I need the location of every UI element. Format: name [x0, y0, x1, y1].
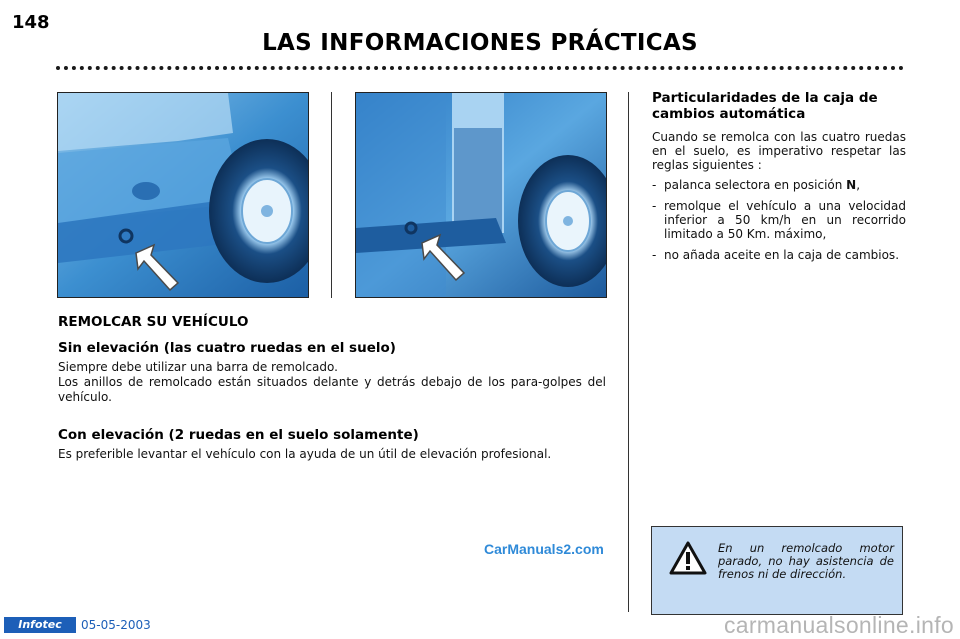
- right-section-title: Particularidades de la caja de cambios automática: [652, 90, 878, 122]
- automatic-gearbox-section: [652, 90, 906, 269]
- subsection-title-no-lift: Sin elevación (las cuatro ruedas en el suelo): [58, 340, 396, 356]
- front-towing-photo: [57, 92, 309, 298]
- dotted-divider: [56, 66, 904, 70]
- column-divider-right: [628, 92, 629, 612]
- column-divider: [331, 92, 332, 298]
- list-item: - palanca selectora en posición N,: [652, 178, 861, 192]
- rear-towing-photo: [355, 92, 607, 298]
- list-item: - remolque el vehículo a una velocidad inferior a 50 km/h en un recorrido limitado a 50 Km. máximo,: [652, 199, 906, 241]
- list-item: - no añada aceite en la caja de cambios.: [652, 248, 900, 262]
- towing-section: [58, 314, 606, 462]
- section-title: REMOLCAR SU VEHÍCULO: [58, 314, 249, 330]
- warning-box: [651, 526, 903, 615]
- infotec-logo: Infotec: [4, 617, 76, 633]
- paragraph: Siempre debe utilizar una barra de remolcado.: [58, 360, 338, 374]
- subsection-title-with-lift: Con elevación (2 ruedas en el suelo solamente): [58, 427, 419, 443]
- paragraph: Es preferible levantar el vehículo con la ayuda de un útil de elevación profesional.: [58, 447, 552, 461]
- paragraph: Los anillos de remolcado están situados delante y detrás debajo de los para-golpes del vehículo.: [58, 375, 606, 404]
- footer-date: 05-05-2003: [81, 618, 151, 632]
- right-intro: Cuando se remolca con las cuatro ruedas en el suelo, es imperativo respetar las reglas siguientes :: [652, 130, 906, 172]
- warning-triangle-icon: [669, 541, 707, 575]
- warning-text: En un remolcado motor parado, no hay asistencia de frenos ni de dirección.: [718, 541, 894, 581]
- page-number: 148: [12, 12, 50, 33]
- footer-site-watermark: carmanualsonline.info: [723, 612, 954, 638]
- page-title: LAS INFORMACIONES PRÁCTICAS: [262, 30, 698, 56]
- watermark-link[interactable]: CarManuals2.com: [484, 541, 604, 557]
